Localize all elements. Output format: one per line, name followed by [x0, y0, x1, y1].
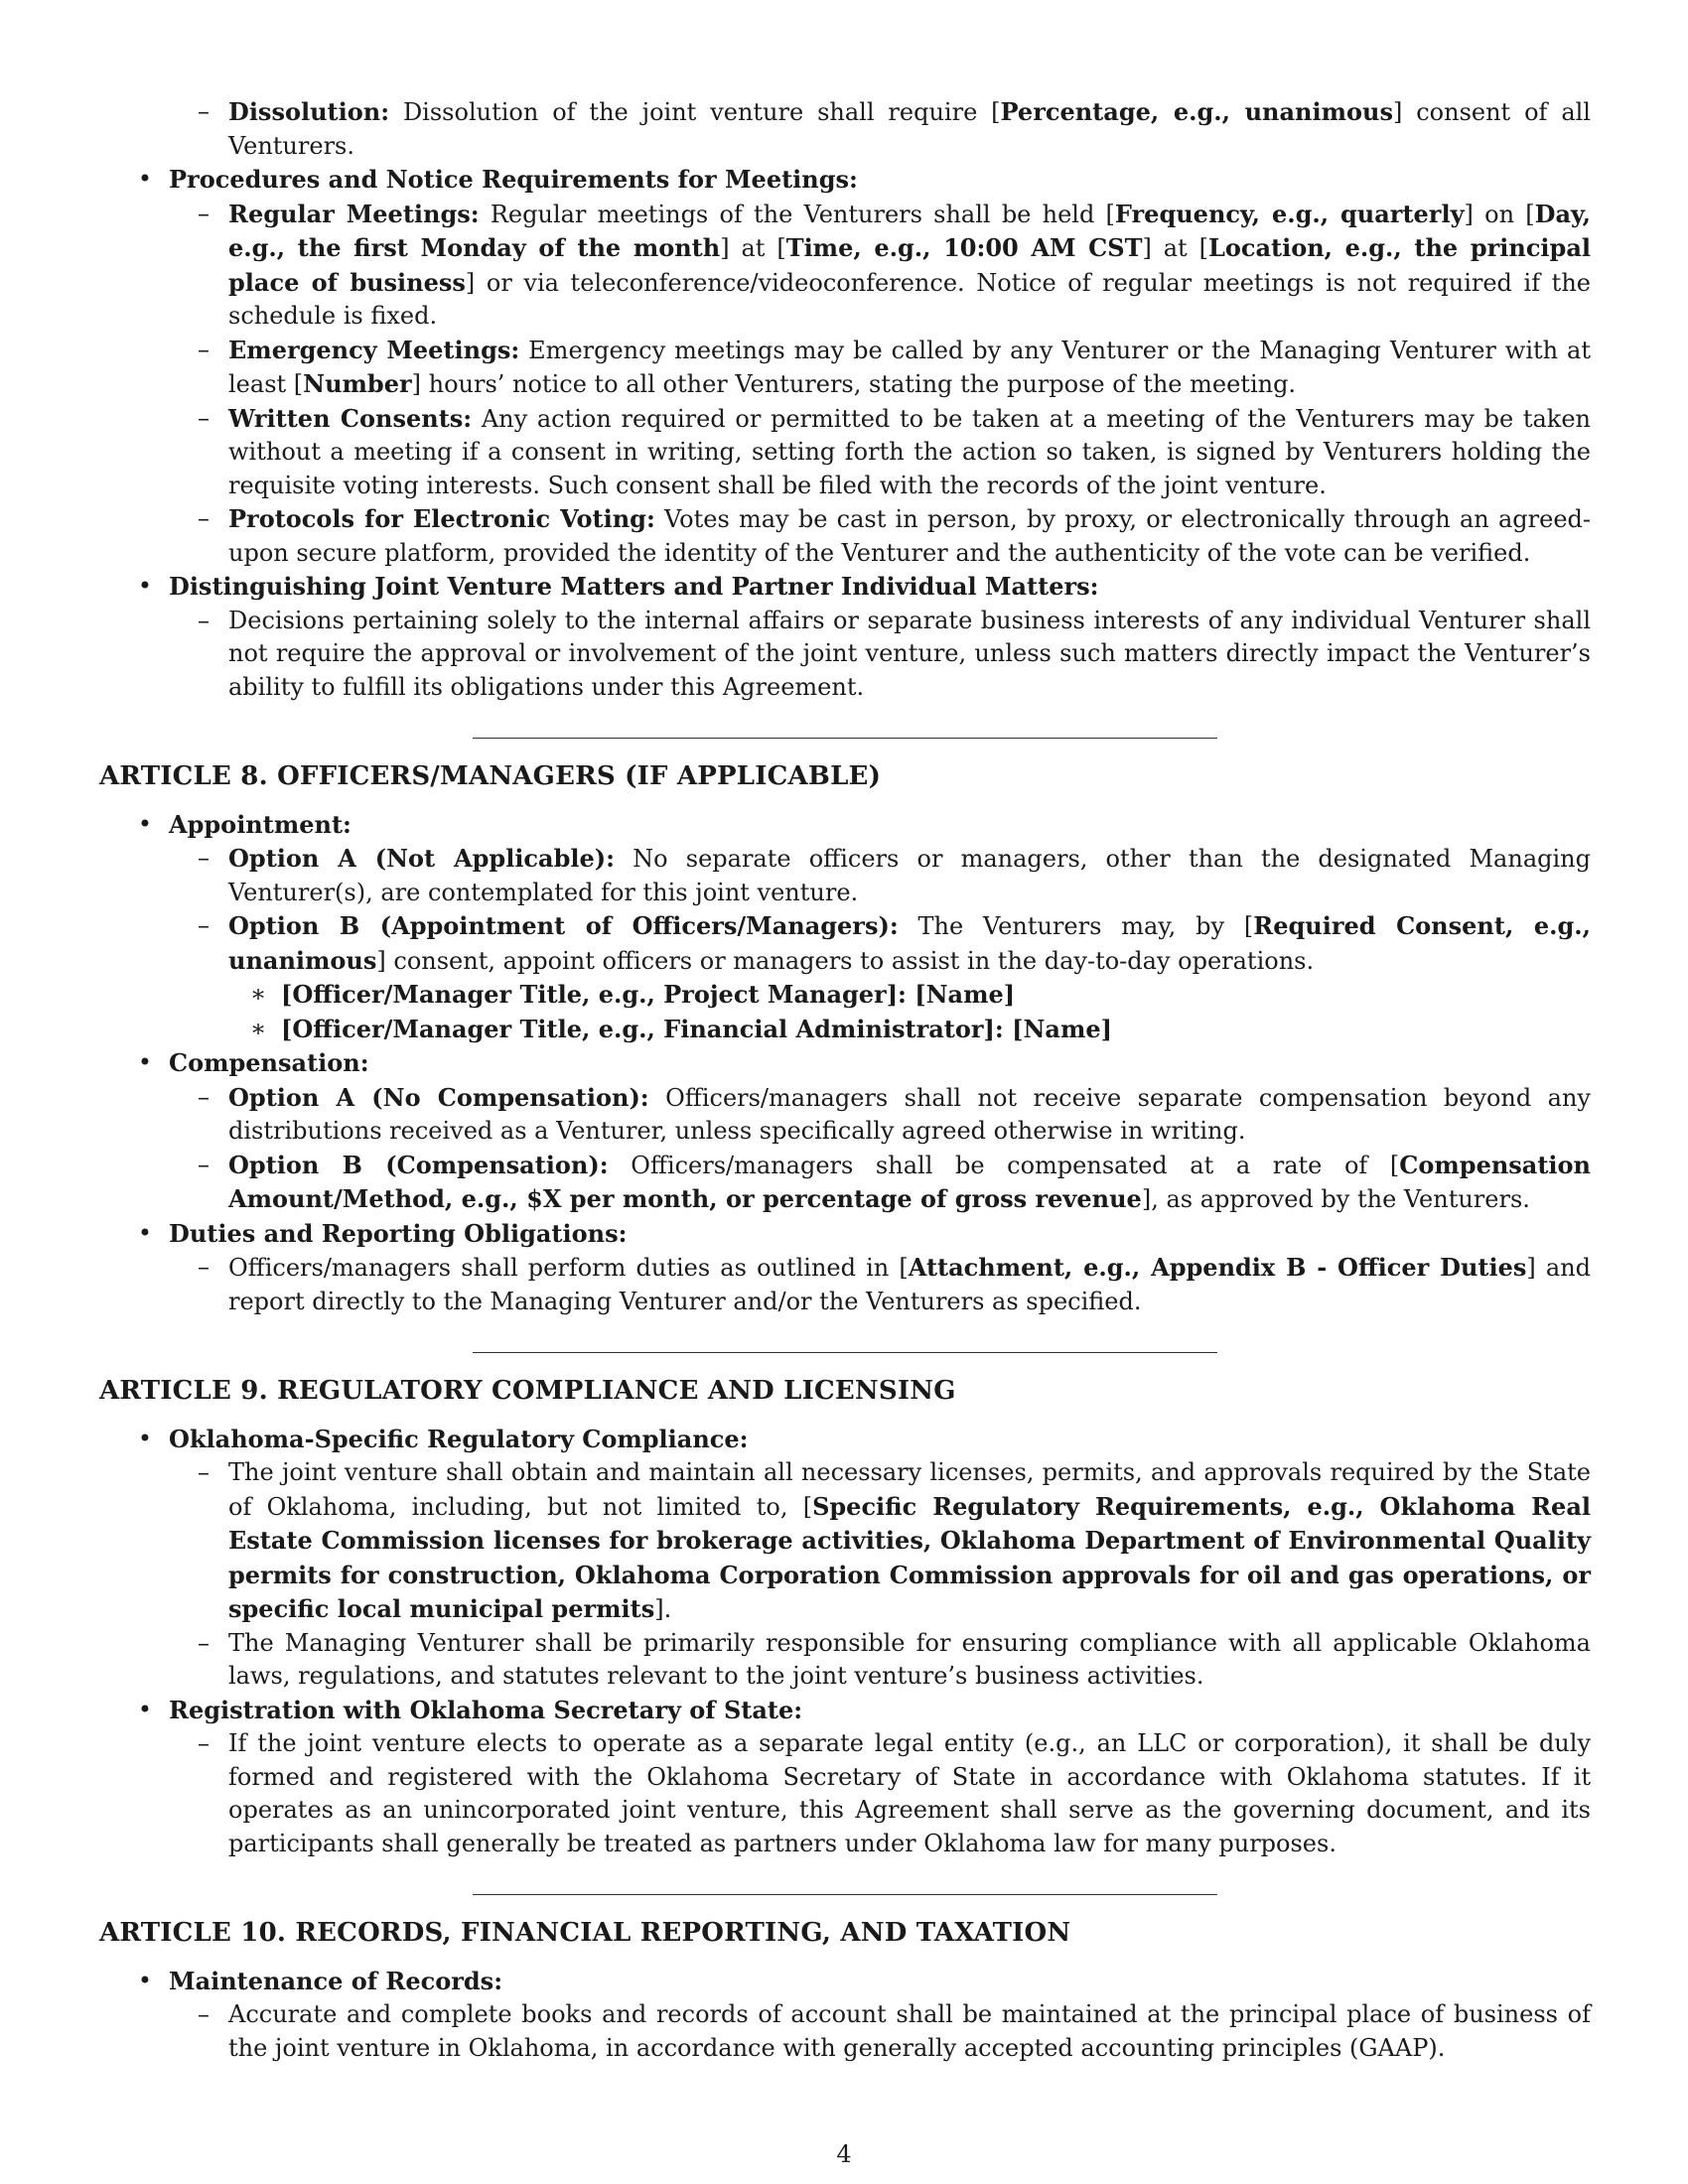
emergency-meetings-label: Emergency Meetings: [228, 335, 520, 364]
star-marker: ∗ [249, 1014, 267, 1042]
placeholder-text: Percentage, e.g., unanimous [1000, 97, 1393, 126]
dash-marker: – [198, 2000, 210, 2028]
page-number: 4 [836, 2140, 852, 2168]
list-item-duties [99, 1217, 1591, 1252]
text-run: ] hours’ notice to all other Venturers, stating the purpose of the meeting. [411, 370, 1297, 398]
bullet-marker: • [137, 809, 153, 838]
list-item-registration-text [99, 1727, 1591, 1860]
text-run: Any action required or permitted to be taken at a meeting of the Venturers may be taken without a meeting if a consent in writing, setting forth the action so taken, is signed by Venturers holding the requisite voting interests. Such consent shall be filed with the records of the joint venture. [228, 404, 1591, 499]
text-run: Dissolution of the joint venture shall require [ [389, 98, 1001, 126]
regular-meetings-label: Regular Meetings: [228, 199, 480, 228]
list-item-officer [99, 978, 1591, 1013]
placeholder-text: Required Consent, e.g., unanimous [228, 911, 1591, 975]
dash-marker: – [198, 1628, 210, 1657]
placeholder-text: Compensation Amount/Method, e.g., $X per month, or percentage of gross revenue [228, 1150, 1592, 1213]
registration-heading: Registration with Oklahoma Secretary of State: [169, 1695, 803, 1724]
text-run: The Venturers may, by [ [898, 912, 1254, 940]
article-10-title: ARTICLE 10. RECORDS, FINANCIAL REPORTING, AND TAXATION [99, 1918, 1071, 1948]
list-item-records-text [99, 1998, 1591, 2065]
text-run: ] and report directly to the Managing Venturer and/or the Venturers as specified. [228, 1254, 1592, 1315]
option-label: Option A (Not Applicable): [228, 844, 615, 873]
document-page [99, 95, 1591, 2065]
text-run: Votes may be cast in person, by proxy, or electronically through an agreed-upon secure platform, provided the identity of the Venturer and the authenticity of the vote can be verified. [228, 505, 1591, 567]
records-heading: Maintenance of Records: [169, 1966, 503, 1995]
placeholder-text: Location, e.g., the principal place of business [228, 233, 1591, 297]
text-run: ] consent, appoint officers or managers to assist in the day-to-day operations. [376, 946, 1315, 975]
officer-placeholder: [Officer/Manager Title, e.g., Project Manager]: [Name] [281, 980, 1016, 1009]
list-item-electronic-voting [99, 502, 1591, 570]
text-run: Regular meetings of the Venturers shall be held [ [479, 200, 1115, 228]
dash-marker: – [198, 504, 210, 532]
list-item-compensation [99, 1046, 1591, 1081]
list-item-appointment [99, 808, 1591, 843]
list-item-appointment-option-b [99, 909, 1591, 978]
section-divider [473, 1352, 1217, 1353]
bullet-marker: • [137, 1966, 153, 1994]
article-8-title: ARTICLE 8. OFFICERS/MANAGERS (IF APPLICABLE) [99, 761, 882, 791]
text-run: Accurate and complete books and records of account shall be maintained at the principal place of business of the joint venture in Oklahoma, in accordance with generally accepted accounting principles (GAAP). [228, 2000, 1591, 2062]
bullet-marker: • [137, 1424, 153, 1452]
list-item-meetings [99, 163, 1591, 198]
meetings-heading: Procedures and Notice Requirements for Meetings: [169, 165, 858, 194]
list-item-written-consents [99, 402, 1591, 503]
placeholder-text: Time, e.g., 10:00 AM CST [785, 233, 1143, 262]
option-label: Option A (No Compensation): [228, 1082, 649, 1112]
list-item-duties-text [99, 1251, 1591, 1318]
list-item-emergency-meetings [99, 334, 1591, 402]
text-run: The joint venture shall obtain and maintain all necessary licenses, permits, and approvals required by the State of Oklahoma, including, but not limited to, [ [228, 1458, 1591, 1521]
dash-marker: – [198, 199, 210, 227]
list-item-dissolution [99, 95, 1591, 163]
text-run: ] on [ [1464, 200, 1535, 228]
appointment-heading: Appointment: [169, 809, 352, 839]
bullet-marker: • [137, 165, 153, 193]
text-run: ]. [654, 1595, 672, 1623]
text-run: Officers/managers shall be compensated at a rate of [ [608, 1151, 1400, 1179]
compensation-heading: Compensation: [169, 1048, 369, 1077]
placeholder-text: Day, e.g., the first Monday of the month [228, 199, 1591, 262]
text-run: No separate officers or managers, other than the designated Managing Venturer(s), are contemplated for this joint venture. [228, 845, 1591, 906]
dissolution-label: Dissolution: [228, 97, 390, 126]
duties-heading: Duties and Reporting Obligations: [169, 1218, 628, 1248]
officer-placeholder: [Officer/Manager Title, e.g., Financial Administrator]: [Name] [281, 1014, 1112, 1043]
option-label: Option B (Compensation): [228, 1150, 609, 1179]
text-run: The Managing Venturer shall be primarily responsible for ensuring compliance with all applicable Oklahoma laws, regulations, and statutes relevant to the joint venture’s business activities. [228, 1628, 1591, 1690]
text-run: ] consent of all Venturers. [228, 98, 1591, 160]
section-divider [473, 738, 1217, 739]
text-run: Decisions pertaining solely to the internal affairs or separate business interests of any individual Venturer shall not require the approval or involvement of the joint venture, unless such matters directly impact the Venturer’s ability to fulfill its obligations under this Agreement. [228, 606, 1591, 701]
section-divider [473, 1894, 1217, 1895]
list-item-registration [99, 1694, 1591, 1728]
electronic-voting-label: Protocols for Electronic Voting: [228, 504, 655, 533]
list-item-managing-venturer-compliance [99, 1627, 1591, 1694]
list-item-compensation-option-b [99, 1149, 1591, 1217]
placeholder-text: Number [303, 369, 412, 398]
dash-marker: – [198, 1150, 210, 1178]
bullet-marker: • [137, 1695, 153, 1723]
dash-marker: – [198, 335, 210, 363]
text-run: ] or via teleconference/videoconference. Notice of regular meetings is not required if the schedule is fixed. [228, 268, 1591, 330]
oklahoma-compliance-heading: Oklahoma-Specific Regulatory Compliance: [169, 1424, 749, 1453]
dash-marker: – [198, 911, 210, 939]
placeholder-text: Attachment, e.g., Appendix B - Officer Duties [908, 1253, 1527, 1282]
star-marker: ∗ [249, 980, 267, 1008]
list-item-regular-meetings [99, 198, 1591, 334]
article-9-title: ARTICLE 9. REGULATORY COMPLIANCE AND LICENSING [99, 1376, 956, 1406]
text-run: ], as approved by the Venturers. [1141, 1185, 1530, 1213]
dash-marker: – [198, 403, 210, 432]
text-run: ] at [ [1142, 234, 1208, 262]
list-item-appointment-option-a [99, 842, 1591, 909]
dash-marker: – [198, 1729, 210, 1757]
bullet-marker: • [137, 572, 153, 600]
text-run: Officers/managers shall perform duties as outlined in [ [228, 1254, 909, 1282]
list-item-officer [99, 1013, 1591, 1047]
list-item-distinguishing-text [99, 605, 1591, 705]
dash-marker: – [198, 1082, 210, 1111]
written-consents-label: Written Consents: [228, 403, 473, 433]
text-run: Officers/managers shall not receive separate compensation beyond any distributions received as a Venturer, unless specifically agreed otherwise in writing. [228, 1083, 1591, 1145]
list-item-distinguishing [99, 570, 1591, 605]
list-item-compensation-option-a [99, 1081, 1591, 1149]
dash-marker: – [198, 97, 210, 125]
dash-marker: – [198, 1253, 210, 1281]
list-item-licenses [99, 1456, 1591, 1627]
placeholder-text: Frequency, e.g., quarterly [1114, 199, 1465, 228]
list-item-oklahoma-compliance [99, 1423, 1591, 1457]
distinguishing-heading: Distinguishing Joint Venture Matters and Partner Individual Matters: [169, 572, 1099, 601]
text-run: If the joint venture elects to operate as a separate legal entity (e.g., an LLC or corporation), it shall be duly formed and registered with the Oklahoma Secretary of State in accordance with Oklahoma statutes. If it operates as an unincorporated joint venture, this Agreement shall serve as the governing document, and its participants shall generally be treated as partners under Oklahoma law for many purposes. [228, 1729, 1591, 1857]
text-run: ] at [ [720, 234, 786, 262]
dash-marker: – [198, 1458, 210, 1486]
dash-marker: – [198, 606, 210, 634]
bullet-marker: • [137, 1048, 153, 1076]
option-label: Option B (Appointment of Officers/Managers): [228, 911, 899, 940]
text-run: Emergency meetings may be called by any Venturer or the Managing Venturer with at least [ [228, 336, 1591, 398]
list-item-records [99, 1965, 1591, 1999]
placeholder-text: Specific Regulatory Requirements, e.g., Oklahoma Real Estate Commission licenses for brokerage activities, Oklahoma Department of Environmental Quality permits for construction, Oklahoma Corporation Commission approvals for oil and gas operations, or specific local municipal permits [228, 1491, 1591, 1623]
bullet-marker: • [137, 1218, 153, 1247]
dash-marker: – [198, 844, 210, 872]
